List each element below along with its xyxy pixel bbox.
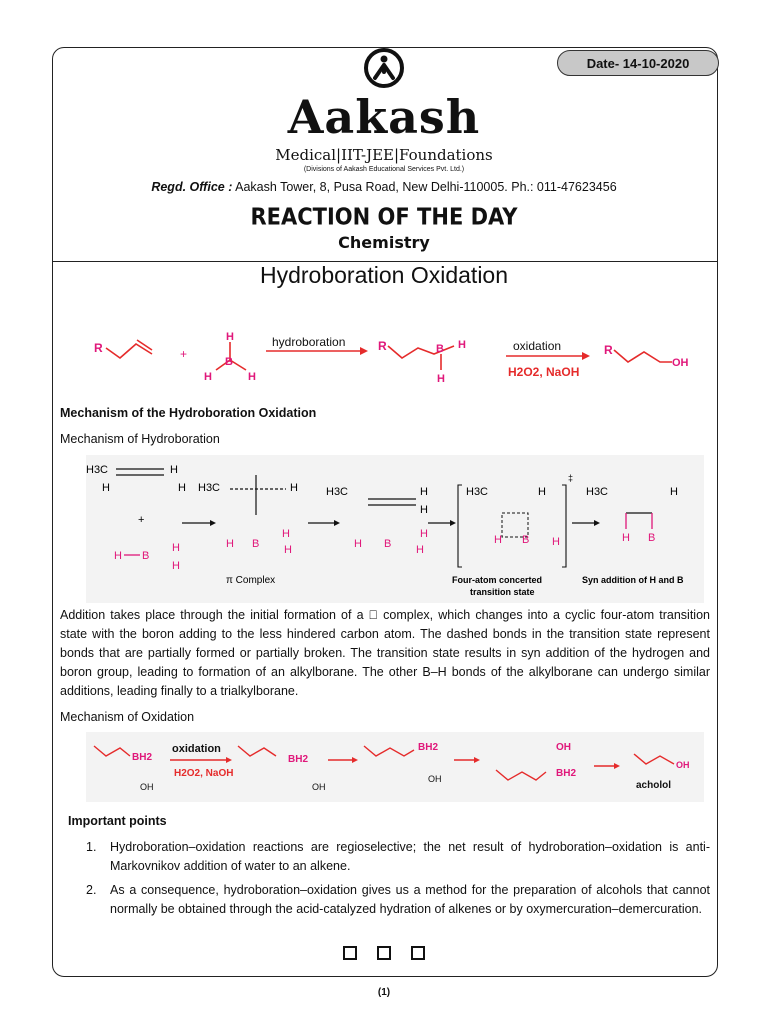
brand-tagline: Medical|IIT-JEE|Foundations bbox=[275, 146, 493, 164]
h-label: H bbox=[204, 371, 212, 383]
h-label: H bbox=[284, 544, 292, 556]
brand-name: Aakash bbox=[287, 90, 481, 144]
b-label: B bbox=[142, 550, 150, 562]
list-item bbox=[86, 881, 710, 919]
bh2-label: BH2 bbox=[288, 754, 309, 765]
r-group-label: R bbox=[604, 343, 613, 357]
division-note: (Divisions of Aakash Educational Services Pvt. Ltd.) bbox=[303, 166, 465, 173]
h-label: H bbox=[282, 528, 290, 540]
r-group-label: R bbox=[94, 341, 103, 355]
oxidation-step-label: oxidation bbox=[172, 743, 221, 755]
oh-label: OH bbox=[140, 782, 154, 792]
list-number: 1. bbox=[86, 840, 97, 854]
regd-label: Regd. Office : bbox=[151, 180, 233, 194]
h-label: H bbox=[102, 482, 110, 494]
mechanism-title: Mechanism of the Hydroboration Oxidation bbox=[60, 406, 317, 420]
list-text: Hydroboration–oxidation reactions are regioselective; the net result of hydroboration–oxidation is anti-Markovnikov addition of water to an alkene. bbox=[110, 840, 710, 873]
oh-label: OH bbox=[556, 742, 571, 753]
h-label: H bbox=[248, 371, 256, 383]
square-icon bbox=[377, 946, 391, 960]
b-label: B bbox=[522, 534, 530, 546]
r-group-label: R bbox=[378, 339, 387, 353]
b-label: B bbox=[252, 538, 260, 550]
bh2-label: BH2 bbox=[556, 768, 577, 779]
h-label: H bbox=[420, 486, 428, 498]
ch3-label: H3C bbox=[86, 464, 109, 476]
b-label: B bbox=[225, 356, 233, 368]
h-label: H bbox=[170, 464, 178, 476]
h-label: H bbox=[416, 544, 424, 556]
list-number: 2. bbox=[86, 883, 97, 897]
bh2-label: BH2 bbox=[418, 742, 439, 753]
decorative-boxes bbox=[343, 946, 445, 965]
bh2-label: BH2 bbox=[132, 752, 153, 763]
explanation-paragraph: Addition takes place through the initial formation of a   complex, which changes into a cyclic four-atom transition state with the boron adding to the less hindered carbon atom. The dashed bonds in the transition state represent bonds that are partially formed or partially broken. The transition state results in syn addition of the hydrogen and boron group, leading to formation of an alkylborane. The other B–H bonds of the alkylborane can undergo similar additions, leading finally to a trialkylborane. bbox=[60, 608, 710, 698]
hydroboration-mechanism-figure bbox=[86, 455, 704, 603]
reagents-label: H2O2, NaOH bbox=[508, 365, 580, 379]
h-label: H bbox=[226, 331, 234, 343]
h-label: H bbox=[420, 528, 428, 540]
dagger-symbol: ‡ bbox=[568, 473, 574, 483]
banner-title: REACTION OF THE DAY bbox=[250, 203, 518, 231]
b-label: B bbox=[648, 532, 656, 544]
oh-label: OH bbox=[672, 357, 689, 369]
oxidation-heading: Mechanism of Oxidation bbox=[60, 710, 195, 724]
list-item bbox=[86, 838, 710, 876]
h-label: H bbox=[420, 504, 428, 516]
oh-label: OH bbox=[312, 782, 326, 792]
hydroboration-heading: Mechanism of Hydroboration bbox=[60, 432, 220, 446]
hydroboration-label: hydroboration bbox=[272, 335, 346, 349]
oh-label: OH bbox=[676, 760, 690, 770]
important-points-heading: Important points bbox=[68, 814, 167, 828]
product-label: acholol bbox=[636, 780, 672, 791]
h-label: H bbox=[354, 538, 362, 550]
ch3-label: H3C bbox=[586, 486, 609, 498]
h-label: H bbox=[114, 550, 122, 562]
syn-addition-label: Syn addition of H and B bbox=[582, 575, 684, 585]
h-label: H bbox=[437, 373, 445, 385]
ts-label-line1: Four-atom concerted bbox=[452, 575, 543, 585]
h-label: H bbox=[178, 482, 186, 494]
regd-address: Aakash Tower, 8, Pusa Road, New Delhi-110005. Ph.: 011-47623456 bbox=[232, 180, 617, 194]
square-icon bbox=[411, 946, 425, 960]
h-label: H bbox=[172, 542, 180, 554]
oxidation-mechanism-figure bbox=[86, 732, 704, 802]
b-label: B bbox=[384, 538, 392, 550]
ch3-label: H3C bbox=[326, 486, 349, 498]
overall-reaction-scheme bbox=[88, 318, 710, 396]
ch3-label: H3C bbox=[198, 482, 221, 494]
h-label: H bbox=[552, 536, 560, 548]
h-label: H bbox=[290, 482, 298, 494]
pi-complex-label: π Complex bbox=[226, 575, 276, 586]
date-badge: Date- 14-10-2020 bbox=[557, 50, 719, 76]
h-label: H bbox=[494, 534, 502, 546]
list-text: As a consequence, hydroboration–oxidation gives us a method for the preparation of alcohols that cannot normally be obtained through the acid-catalyzed hydration of alkenes or by oxymercuration–demercuration. bbox=[110, 883, 710, 916]
topic-title: Hydroboration Oxidation bbox=[259, 262, 509, 288]
b-label: B bbox=[436, 343, 444, 355]
h-label: H bbox=[226, 538, 234, 550]
oxidation-label: oxidation bbox=[513, 339, 562, 353]
plus-sign: + bbox=[138, 514, 145, 526]
subject-title: Chemistry bbox=[338, 233, 430, 252]
h-label: H bbox=[538, 486, 546, 498]
h-label: H bbox=[670, 486, 678, 498]
h-label: H bbox=[172, 560, 180, 572]
plus-sign: + bbox=[180, 347, 188, 361]
ch3-label: H3C bbox=[466, 486, 489, 498]
square-icon bbox=[343, 946, 357, 960]
h-label: H bbox=[622, 532, 630, 544]
oh-label: OH bbox=[428, 774, 442, 784]
ts-label-line2: transition state bbox=[470, 587, 535, 597]
oxidation-reagents: H2O2, NaOH bbox=[174, 768, 234, 779]
aakash-logo-icon bbox=[362, 46, 406, 90]
h-label: H bbox=[458, 339, 466, 351]
registered-office bbox=[0, 180, 768, 194]
page-number: (1) bbox=[377, 987, 391, 998]
